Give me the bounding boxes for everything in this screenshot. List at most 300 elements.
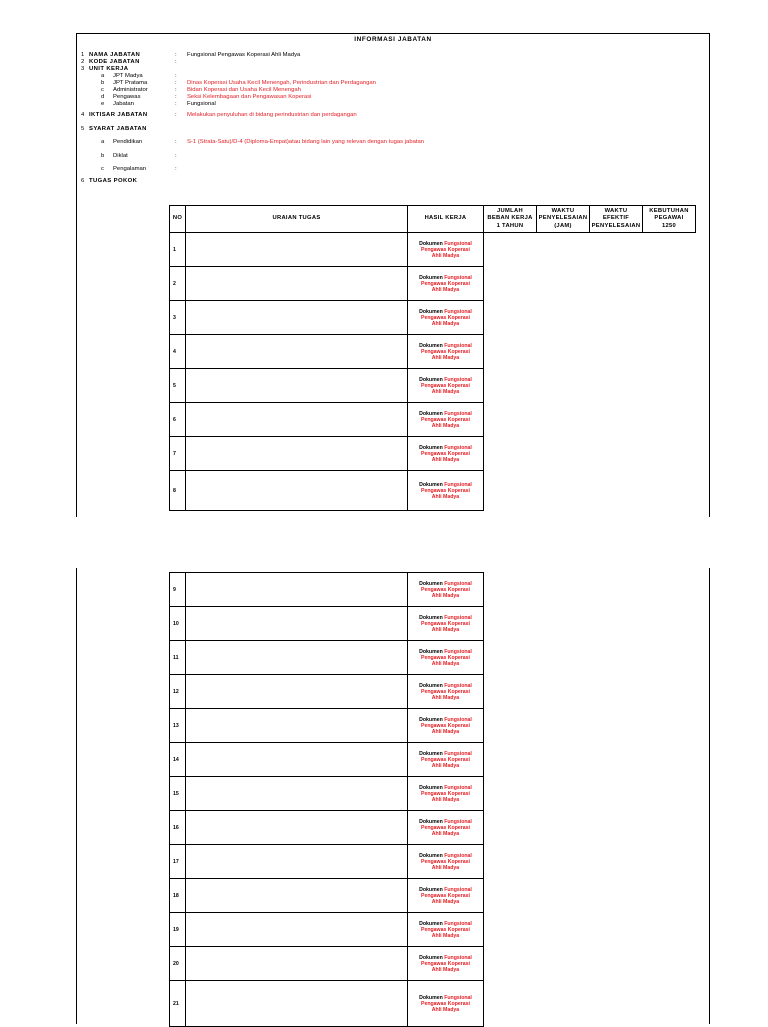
row-jumlah-beban bbox=[484, 301, 537, 335]
sub-letter: a bbox=[101, 139, 105, 145]
row-waktu-efektif bbox=[590, 845, 643, 879]
row-uraian-tugas bbox=[186, 641, 408, 675]
row-number: 20 bbox=[170, 947, 186, 981]
result-red-text: Fungsional bbox=[444, 240, 472, 247]
row-waktu-efektif bbox=[590, 811, 643, 845]
result-red-text: Ahli Madya bbox=[431, 626, 460, 633]
result-prefix: Dokumen bbox=[419, 852, 443, 859]
sub-value: Bidan Koperasi dan Usaha Kecil Menengah bbox=[187, 87, 301, 93]
field-number: 2 bbox=[81, 59, 85, 65]
result-red-text: Fungsional bbox=[444, 308, 472, 315]
result-red-text: Pengawas Koperasi bbox=[420, 382, 470, 389]
field-number: 6 bbox=[81, 178, 85, 184]
result-red-text: Fungsional bbox=[444, 920, 472, 927]
row-waktu-efektif bbox=[590, 335, 643, 369]
sub-value: Dinas Koperasi Usaha Kecil Menengah, Perindustrian dan Perdagangan bbox=[187, 80, 376, 86]
field-label: TUGAS POKOK bbox=[89, 178, 138, 184]
row-uraian-tugas bbox=[186, 777, 408, 811]
result-prefix: Dokumen bbox=[419, 481, 443, 488]
table-row bbox=[170, 981, 696, 1027]
row-uraian-tugas bbox=[186, 403, 408, 437]
field-number: 5 bbox=[81, 126, 85, 132]
row-waktu-efektif bbox=[590, 267, 643, 301]
field-number: 4 bbox=[81, 112, 85, 118]
result-red-text: Fungsional bbox=[444, 410, 472, 417]
result-red-text: Pengawas Koperasi bbox=[420, 756, 470, 763]
result-red-text: Fungsional bbox=[444, 818, 472, 825]
result-prefix: Dokumen bbox=[419, 274, 443, 281]
row-waktu-efektif bbox=[590, 913, 643, 947]
header-line: PENYELESAIAN bbox=[591, 222, 641, 229]
row-waktu-efektif bbox=[590, 607, 643, 641]
row-number: 21 bbox=[170, 981, 186, 1027]
field-nama-jabatan bbox=[81, 52, 701, 59]
result-red-text: Ahli Madya bbox=[431, 966, 460, 973]
row-waktu-penyelesaian bbox=[537, 471, 590, 511]
result-red-text: Fungsional bbox=[444, 376, 472, 383]
unit-kerja-jpt-pratama bbox=[81, 80, 701, 87]
row-kebutuhan-pegawai bbox=[643, 437, 696, 471]
row-number: 15 bbox=[170, 777, 186, 811]
result-red-text: Fungsional bbox=[444, 750, 472, 757]
row-jumlah-beban bbox=[484, 811, 537, 845]
field-label: UNIT KERJA bbox=[89, 66, 129, 72]
result-prefix: Dokumen bbox=[419, 682, 443, 689]
row-hasil-kerja bbox=[408, 437, 484, 471]
field-number: 1 bbox=[81, 52, 85, 58]
sub-label: JPT Madya bbox=[113, 73, 143, 79]
row-number: 13 bbox=[170, 709, 186, 743]
row-hasil-kerja bbox=[408, 335, 484, 369]
result-red-text: Pengawas Koperasi bbox=[420, 654, 470, 661]
result-red-text: Pengawas Koperasi bbox=[420, 790, 470, 797]
row-jumlah-beban bbox=[484, 471, 537, 511]
sub-label: Pengalaman bbox=[113, 166, 147, 172]
header-jumlah-beban bbox=[484, 206, 537, 233]
result-red-text: Ahli Madya bbox=[431, 388, 460, 395]
table-row bbox=[170, 811, 696, 845]
result-red-text: Ahli Madya bbox=[431, 932, 460, 939]
result-red-text: Ahli Madya bbox=[431, 1006, 460, 1013]
result-prefix: Dokumen bbox=[419, 716, 443, 723]
table-row bbox=[170, 471, 696, 511]
row-jumlah-beban bbox=[484, 369, 537, 403]
table-row bbox=[170, 675, 696, 709]
row-hasil-kerja bbox=[408, 879, 484, 913]
row-kebutuhan-pegawai bbox=[643, 641, 696, 675]
row-kebutuhan-pegawai bbox=[643, 335, 696, 369]
row-number: 11 bbox=[170, 641, 186, 675]
result-red-text: Pengawas Koperasi bbox=[420, 858, 470, 865]
row-jumlah-beban bbox=[484, 845, 537, 879]
colon: : bbox=[175, 153, 177, 159]
field-label: NAMA JABATAN bbox=[89, 52, 141, 58]
result-prefix: Dokumen bbox=[419, 444, 443, 451]
unit-kerja-jpt-madya bbox=[81, 73, 701, 80]
row-jumlah-beban bbox=[484, 233, 537, 267]
unit-kerja-jabatan bbox=[81, 101, 701, 108]
row-uraian-tugas bbox=[186, 607, 408, 641]
row-kebutuhan-pegawai bbox=[643, 573, 696, 607]
header-line: PENYELESAIAN bbox=[538, 215, 588, 222]
row-waktu-penyelesaian bbox=[537, 913, 590, 947]
row-uraian-tugas bbox=[186, 743, 408, 777]
row-jumlah-beban bbox=[484, 709, 537, 743]
row-waktu-penyelesaian bbox=[537, 641, 590, 675]
row-number: 9 bbox=[170, 573, 186, 607]
row-waktu-penyelesaian bbox=[537, 301, 590, 335]
row-waktu-efektif bbox=[590, 777, 643, 811]
row-hasil-kerja bbox=[408, 607, 484, 641]
sub-letter: b bbox=[101, 80, 105, 86]
header-line: 1 TAHUN bbox=[496, 222, 524, 229]
row-waktu-efektif bbox=[590, 301, 643, 335]
row-number: 12 bbox=[170, 675, 186, 709]
field-label: KODE JABATAN bbox=[89, 59, 140, 65]
unit-kerja-administrator bbox=[81, 87, 701, 94]
table-row bbox=[170, 369, 696, 403]
colon: : bbox=[175, 52, 177, 58]
result-red-text: Ahli Madya bbox=[431, 660, 460, 667]
header-line: WAKTU bbox=[551, 207, 575, 214]
header-hasil-kerja: HASIL KERJA bbox=[408, 206, 484, 233]
table-row bbox=[170, 947, 696, 981]
row-uraian-tugas bbox=[186, 947, 408, 981]
row-waktu-efektif bbox=[590, 641, 643, 675]
result-red-text: Pengawas Koperasi bbox=[420, 586, 470, 593]
colon: : bbox=[175, 73, 177, 79]
row-waktu-penyelesaian bbox=[537, 573, 590, 607]
sub-letter: c bbox=[101, 87, 104, 93]
sub-value: Fungsional bbox=[187, 101, 216, 107]
result-red-text: Pengawas Koperasi bbox=[420, 926, 470, 933]
table-row bbox=[170, 437, 696, 471]
result-prefix: Dokumen bbox=[419, 376, 443, 383]
row-hasil-kerja bbox=[408, 233, 484, 267]
row-waktu-efektif bbox=[590, 709, 643, 743]
row-kebutuhan-pegawai bbox=[643, 913, 696, 947]
row-hasil-kerja bbox=[408, 913, 484, 947]
result-red-text: Ahli Madya bbox=[431, 830, 460, 837]
row-kebutuhan-pegawai bbox=[643, 403, 696, 437]
result-prefix: Dokumen bbox=[419, 818, 443, 825]
row-jumlah-beban bbox=[484, 335, 537, 369]
row-hasil-kerja bbox=[408, 573, 484, 607]
result-prefix: Dokumen bbox=[419, 994, 443, 1001]
row-uraian-tugas bbox=[186, 471, 408, 511]
row-number: 7 bbox=[170, 437, 186, 471]
result-red-text: Pengawas Koperasi bbox=[420, 280, 470, 287]
result-red-text: Pengawas Koperasi bbox=[420, 487, 470, 494]
row-jumlah-beban bbox=[484, 573, 537, 607]
row-kebutuhan-pegawai bbox=[643, 947, 696, 981]
colon: : bbox=[175, 59, 177, 65]
row-jumlah-beban bbox=[484, 879, 537, 913]
result-red-text: Ahli Madya bbox=[431, 456, 460, 463]
result-red-text: Pengawas Koperasi bbox=[420, 960, 470, 967]
result-red-text: Ahli Madya bbox=[431, 320, 460, 327]
result-red-text: Fungsional bbox=[444, 444, 472, 451]
row-waktu-penyelesaian bbox=[537, 947, 590, 981]
row-kebutuhan-pegawai bbox=[643, 811, 696, 845]
row-waktu-efektif bbox=[590, 947, 643, 981]
row-jumlah-beban bbox=[484, 403, 537, 437]
row-kebutuhan-pegawai bbox=[643, 607, 696, 641]
header-line: JUMLAH bbox=[497, 207, 523, 214]
row-uraian-tugas bbox=[186, 233, 408, 267]
field-kode-jabatan bbox=[81, 59, 701, 66]
header-line: KEBUTUHAN bbox=[649, 207, 689, 214]
result-prefix: Dokumen bbox=[419, 614, 443, 621]
sub-label: Jabatan bbox=[113, 101, 134, 107]
result-red-text: Pengawas Koperasi bbox=[420, 1000, 470, 1007]
result-red-text: Ahli Madya bbox=[431, 796, 460, 803]
field-ikhtisar-jabatan bbox=[81, 112, 701, 119]
result-red-text: Fungsional bbox=[444, 580, 472, 587]
row-jumlah-beban bbox=[484, 777, 537, 811]
field-syarat-jabatan bbox=[81, 126, 701, 133]
row-jumlah-beban bbox=[484, 913, 537, 947]
row-hasil-kerja bbox=[408, 641, 484, 675]
result-prefix: Dokumen bbox=[419, 954, 443, 961]
result-red-text: Ahli Madya bbox=[431, 422, 460, 429]
result-prefix: Dokumen bbox=[419, 886, 443, 893]
row-number: 5 bbox=[170, 369, 186, 403]
header-waktu-penyelesaian bbox=[537, 206, 590, 233]
row-kebutuhan-pegawai bbox=[643, 777, 696, 811]
row-uraian-tugas bbox=[186, 573, 408, 607]
result-red-text: Fungsional bbox=[444, 342, 472, 349]
sub-letter: e bbox=[101, 101, 105, 107]
sub-label: Pendidikan bbox=[113, 139, 143, 145]
table-row bbox=[170, 743, 696, 777]
table-row bbox=[170, 879, 696, 913]
row-uraian-tugas bbox=[186, 845, 408, 879]
row-number: 14 bbox=[170, 743, 186, 777]
table-row bbox=[170, 777, 696, 811]
colon: : bbox=[175, 112, 177, 118]
row-waktu-penyelesaian bbox=[537, 607, 590, 641]
sub-label: Pengawas bbox=[113, 94, 141, 100]
row-kebutuhan-pegawai bbox=[643, 675, 696, 709]
result-prefix: Dokumen bbox=[419, 342, 443, 349]
sub-label: Administrator bbox=[113, 87, 148, 93]
field-unit-kerja bbox=[81, 66, 701, 73]
row-jumlah-beban bbox=[484, 437, 537, 471]
row-waktu-penyelesaian bbox=[537, 879, 590, 913]
row-hasil-kerja bbox=[408, 369, 484, 403]
row-waktu-efektif bbox=[590, 437, 643, 471]
field-value: Fungsional Pengawas Koperasi Ahli Madya bbox=[187, 52, 301, 58]
result-red-text: Fungsional bbox=[444, 716, 472, 723]
row-uraian-tugas bbox=[186, 675, 408, 709]
row-kebutuhan-pegawai bbox=[643, 879, 696, 913]
row-hasil-kerja bbox=[408, 471, 484, 511]
row-waktu-penyelesaian bbox=[537, 437, 590, 471]
colon: : bbox=[175, 166, 177, 172]
table-row bbox=[170, 709, 696, 743]
result-red-text: Fungsional bbox=[444, 481, 472, 488]
field-label: IKTISAR JABATAN bbox=[89, 112, 148, 118]
row-jumlah-beban bbox=[484, 267, 537, 301]
result-red-text: Pengawas Koperasi bbox=[420, 620, 470, 627]
table-row bbox=[170, 267, 696, 301]
row-uraian-tugas bbox=[186, 879, 408, 913]
table-row bbox=[170, 335, 696, 369]
result-prefix: Dokumen bbox=[419, 750, 443, 757]
row-waktu-penyelesaian bbox=[537, 233, 590, 267]
result-red-text: Pengawas Koperasi bbox=[420, 824, 470, 831]
row-hasil-kerja bbox=[408, 301, 484, 335]
result-prefix: Dokumen bbox=[419, 240, 443, 247]
result-red-text: Fungsional bbox=[444, 274, 472, 281]
sub-letter: b bbox=[101, 153, 105, 159]
header-waktu-efektif bbox=[590, 206, 643, 233]
result-red-text: Ahli Madya bbox=[431, 354, 460, 361]
row-number: 6 bbox=[170, 403, 186, 437]
row-kebutuhan-pegawai bbox=[643, 301, 696, 335]
header-line: EFEKTIF bbox=[602, 215, 630, 222]
row-uraian-tugas bbox=[186, 913, 408, 947]
sub-letter: a bbox=[101, 73, 105, 79]
row-number: 10 bbox=[170, 607, 186, 641]
colon: : bbox=[175, 101, 177, 107]
table-row bbox=[170, 641, 696, 675]
row-jumlah-beban bbox=[484, 743, 537, 777]
result-red-text: Fungsional bbox=[444, 784, 472, 791]
table-row bbox=[170, 233, 696, 267]
row-number: 16 bbox=[170, 811, 186, 845]
row-number: 18 bbox=[170, 879, 186, 913]
row-hasil-kerja bbox=[408, 947, 484, 981]
result-red-text: Ahli Madya bbox=[431, 898, 460, 905]
result-red-text: Ahli Madya bbox=[431, 592, 460, 599]
row-waktu-penyelesaian bbox=[537, 981, 590, 1027]
result-prefix: Dokumen bbox=[419, 648, 443, 655]
row-uraian-tugas bbox=[186, 981, 408, 1027]
row-number: 4 bbox=[170, 335, 186, 369]
row-hasil-kerja bbox=[408, 743, 484, 777]
row-kebutuhan-pegawai bbox=[643, 471, 696, 511]
result-prefix: Dokumen bbox=[419, 784, 443, 791]
header-uraian-tugas: URAIAN TUGAS bbox=[186, 206, 408, 233]
row-uraian-tugas bbox=[186, 267, 408, 301]
header-line: BEBAN KERJA bbox=[487, 215, 533, 222]
header-line: WAKTU bbox=[604, 207, 628, 214]
table-row bbox=[170, 573, 696, 607]
row-waktu-penyelesaian bbox=[537, 335, 590, 369]
unit-kerja-pengawas bbox=[81, 94, 701, 101]
row-jumlah-beban bbox=[484, 641, 537, 675]
syarat-pengalaman bbox=[81, 166, 701, 173]
row-kebutuhan-pegawai bbox=[643, 981, 696, 1027]
row-waktu-penyelesaian bbox=[537, 743, 590, 777]
sub-value: S-1 (Strata-Satu)/D-4 (Diploma-Empat)atau bidang lain yang relevan dengan tugas jabatan bbox=[187, 139, 425, 145]
result-red-text: Fungsional bbox=[444, 852, 472, 859]
row-waktu-efektif bbox=[590, 403, 643, 437]
result-prefix: Dokumen bbox=[419, 580, 443, 587]
table-row bbox=[170, 607, 696, 641]
row-waktu-efektif bbox=[590, 981, 643, 1027]
header-line: (JAM) bbox=[554, 222, 572, 229]
result-red-text: Pengawas Koperasi bbox=[420, 246, 470, 253]
table-row bbox=[170, 913, 696, 947]
row-waktu-efektif bbox=[590, 573, 643, 607]
row-jumlah-beban bbox=[484, 981, 537, 1027]
row-hasil-kerja bbox=[408, 777, 484, 811]
document-page-1 bbox=[76, 33, 710, 517]
result-prefix: Dokumen bbox=[419, 308, 443, 315]
table-header-row bbox=[170, 206, 696, 233]
result-prefix: Dokumen bbox=[419, 920, 443, 927]
result-red-text: Fungsional bbox=[444, 682, 472, 689]
row-uraian-tugas bbox=[186, 437, 408, 471]
row-waktu-efektif bbox=[590, 233, 643, 267]
row-waktu-efektif bbox=[590, 743, 643, 777]
result-red-text: Pengawas Koperasi bbox=[420, 348, 470, 355]
row-waktu-efektif bbox=[590, 369, 643, 403]
sub-label: JPT Pratama bbox=[113, 80, 148, 86]
result-prefix: Dokumen bbox=[419, 410, 443, 417]
row-number: 2 bbox=[170, 267, 186, 301]
row-hasil-kerja bbox=[408, 845, 484, 879]
result-red-text: Ahli Madya bbox=[431, 493, 460, 500]
row-uraian-tugas bbox=[186, 709, 408, 743]
row-kebutuhan-pegawai bbox=[643, 267, 696, 301]
row-waktu-efektif bbox=[590, 879, 643, 913]
header-line: 1250 bbox=[661, 222, 677, 229]
row-number: 3 bbox=[170, 301, 186, 335]
result-red-text: Pengawas Koperasi bbox=[420, 722, 470, 729]
row-waktu-efektif bbox=[590, 675, 643, 709]
row-jumlah-beban bbox=[484, 947, 537, 981]
row-waktu-penyelesaian bbox=[537, 777, 590, 811]
row-waktu-efektif bbox=[590, 471, 643, 511]
colon: : bbox=[175, 94, 177, 100]
row-hasil-kerja bbox=[408, 675, 484, 709]
row-hasil-kerja bbox=[408, 403, 484, 437]
result-red-text: Pengawas Koperasi bbox=[420, 450, 470, 457]
row-uraian-tugas bbox=[186, 811, 408, 845]
result-red-text: Fungsional bbox=[444, 954, 472, 961]
row-number: 1 bbox=[170, 233, 186, 267]
field-tugas-pokok bbox=[81, 178, 701, 185]
row-uraian-tugas bbox=[186, 369, 408, 403]
row-waktu-penyelesaian bbox=[537, 709, 590, 743]
result-red-text: Fungsional bbox=[444, 886, 472, 893]
row-waktu-penyelesaian bbox=[537, 267, 590, 301]
row-hasil-kerja bbox=[408, 981, 484, 1027]
tugas-pokok-table bbox=[169, 205, 696, 511]
field-number: 3 bbox=[81, 66, 85, 72]
tugas-pokok-table-continued bbox=[169, 572, 696, 1027]
result-red-text: Ahli Madya bbox=[431, 694, 460, 701]
table-row bbox=[170, 301, 696, 335]
row-waktu-penyelesaian bbox=[537, 369, 590, 403]
row-kebutuhan-pegawai bbox=[643, 845, 696, 879]
result-red-text: Ahli Madya bbox=[431, 864, 460, 871]
syarat-pendidikan bbox=[81, 139, 701, 146]
result-red-text: Pengawas Koperasi bbox=[420, 416, 470, 423]
document-page-2 bbox=[76, 568, 710, 1024]
sub-label: Diklat bbox=[113, 153, 128, 159]
page-title: INFORMASI JABATAN bbox=[354, 36, 432, 43]
sub-letter: d bbox=[101, 94, 105, 100]
row-uraian-tugas bbox=[186, 335, 408, 369]
row-waktu-penyelesaian bbox=[537, 845, 590, 879]
row-kebutuhan-pegawai bbox=[643, 369, 696, 403]
row-hasil-kerja bbox=[408, 267, 484, 301]
